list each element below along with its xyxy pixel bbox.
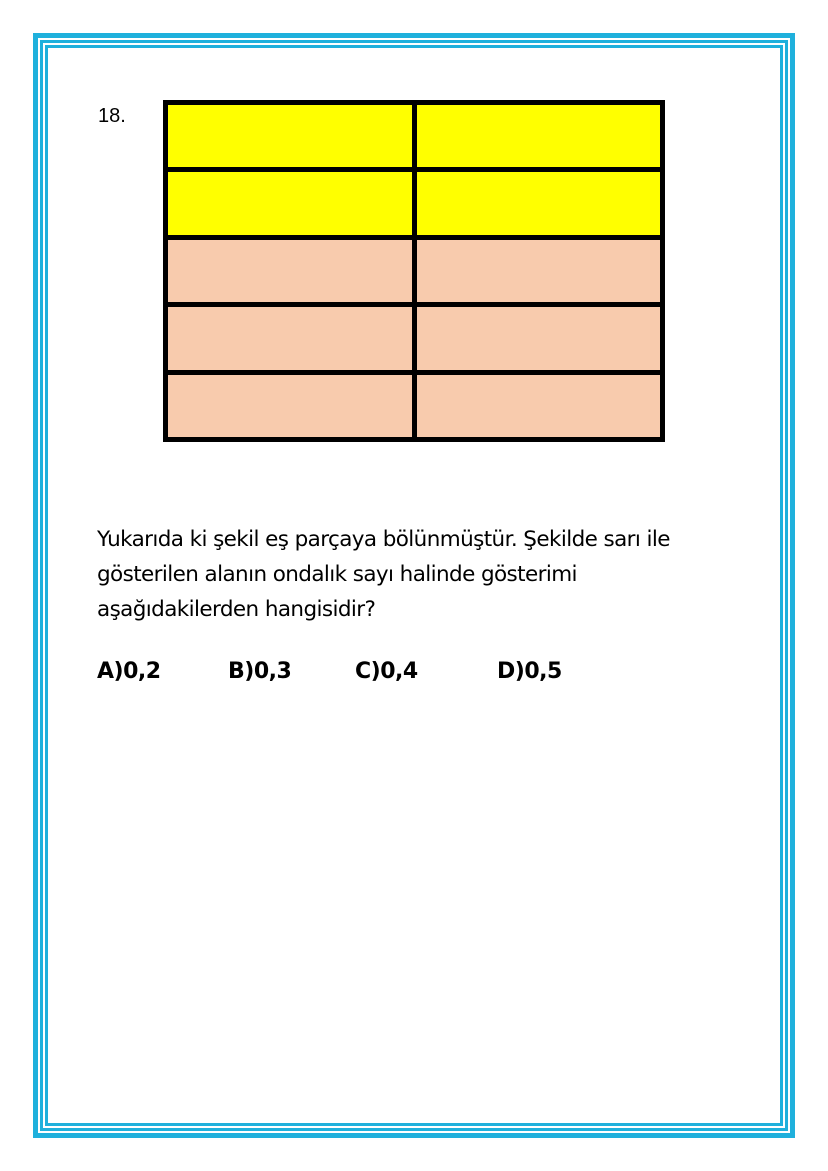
grid-cell-unshaded	[168, 240, 412, 302]
fraction-grid-figure	[163, 100, 665, 442]
answer-option-a[interactable]: A)0,2	[97, 659, 161, 684]
grid-cell-unshaded	[417, 375, 661, 437]
grid-cell-shaded	[417, 105, 661, 167]
grid-cell-unshaded	[168, 307, 412, 369]
grid-cell-unshaded	[168, 375, 412, 437]
answer-options	[97, 655, 697, 689]
question-text: Yukarıda ki şekil eş parçaya bölünmüştür. Şekilde sarı ile gösterilen alanın ondalık sayı halinde gösterimi aşağıdakilerden hangisidir?	[97, 527, 670, 622]
question-number: 18.	[98, 105, 126, 127]
grid-cell-unshaded	[417, 307, 661, 369]
answer-option-c[interactable]: C)0,4	[355, 659, 418, 684]
grid-cell-shaded	[168, 172, 412, 234]
grid-cell-unshaded	[417, 240, 661, 302]
answer-option-b[interactable]: B)0,3	[228, 659, 292, 684]
grid-cell-shaded	[417, 172, 661, 234]
answer-option-d[interactable]: D)0,5	[497, 659, 562, 684]
grid-cell-shaded	[168, 105, 412, 167]
